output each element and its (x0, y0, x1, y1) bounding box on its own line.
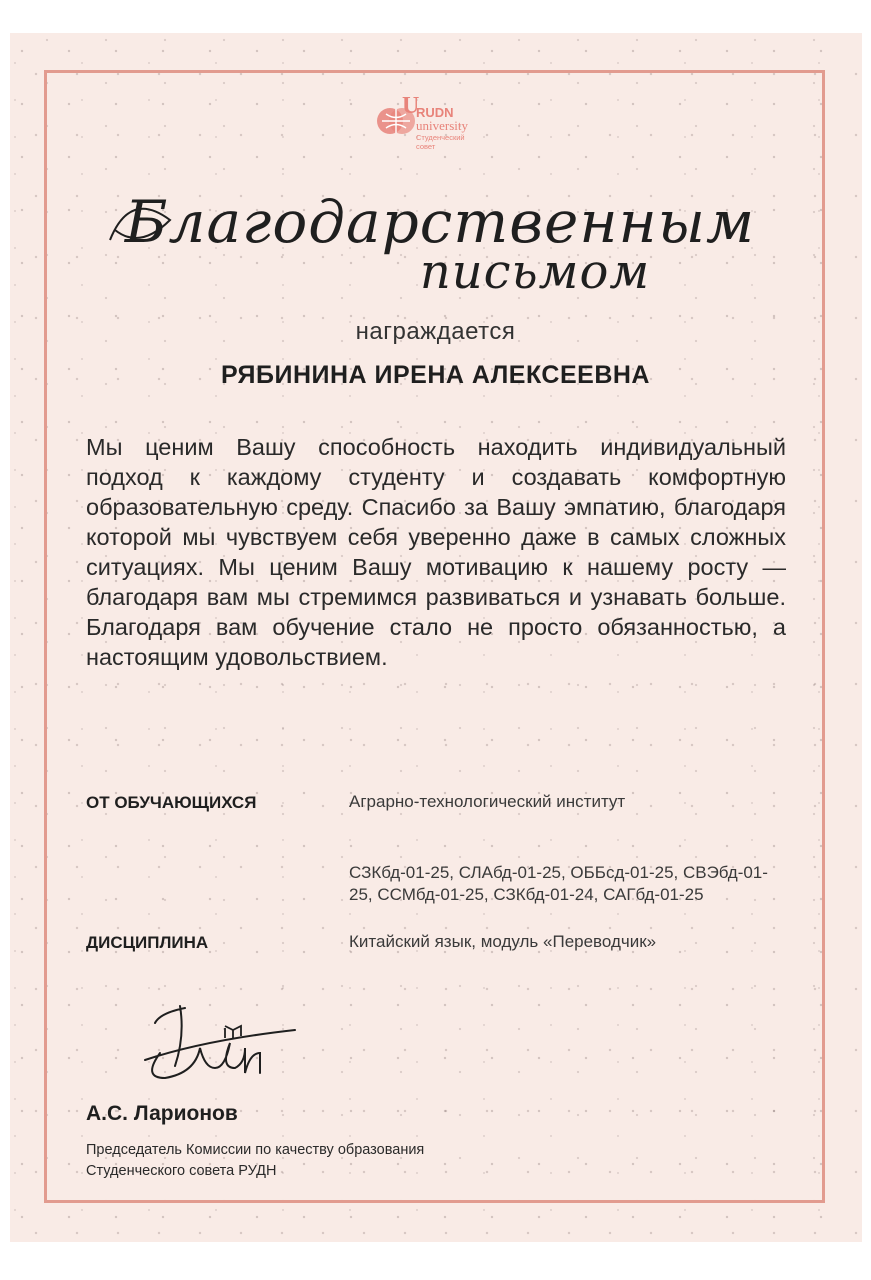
svg-text:Студенческий: Студенческий (416, 133, 465, 142)
title-line-1: Благодарственным (124, 188, 756, 256)
signature (140, 998, 300, 1093)
from-students-label: ОТ ОБУЧАЮЩИХСЯ (86, 793, 257, 812)
signer-role-line-1: Председатель Комиссии по качеству образования (86, 1142, 425, 1158)
signer-role (86, 1140, 424, 1182)
svg-text:U: U (402, 97, 420, 119)
svg-text:university: university (416, 118, 468, 133)
awarded-text: награждается (355, 318, 516, 345)
svg-text:RUDN: RUDN (416, 105, 454, 120)
institute-name: Аграрно-технологический институт (349, 792, 626, 811)
recipient-name: РЯБИНИНА ИРЕНА АЛЕКСЕЕВНА (221, 361, 650, 389)
student-groups: СЗКбд-01-25, СЛАбд-01-25, ОББсд-01-25, СВЭбд-01-25, ССМбд-01-25, СЗКбд-01-24, САГбд-01-25 (349, 863, 768, 904)
gratitude-body-text: Мы ценим Вашу способность находить индивидуальный подход к каждому студенту и создавать комфортную образовательную среду. Спасибо за Вашу эмпатию, благодаря которой мы чувствуем себя уверенно даже в самых сложных ситуациях. Мы ценим Вашу мотивацию к нашему росту — благодаря вам мы стремимся развиваться и узнавать больше. Благодаря вам обучение стало не просто обязанностью, а настоящим удовольствием. (86, 434, 786, 670)
discipline-label: ДИСЦИПЛИНА (86, 933, 209, 952)
rudn-student-council-logo (372, 97, 502, 155)
discipline-value: Китайский язык, модуль «Переводчик» (349, 932, 657, 951)
signer-role-line-2: Студенческого совета РУДН (86, 1163, 277, 1179)
svg-text:совет: совет (416, 142, 436, 151)
signer-name: А.С. Ларионов (86, 1102, 238, 1125)
title-line-2: письмом (419, 244, 651, 300)
certificate-title (80, 180, 800, 300)
